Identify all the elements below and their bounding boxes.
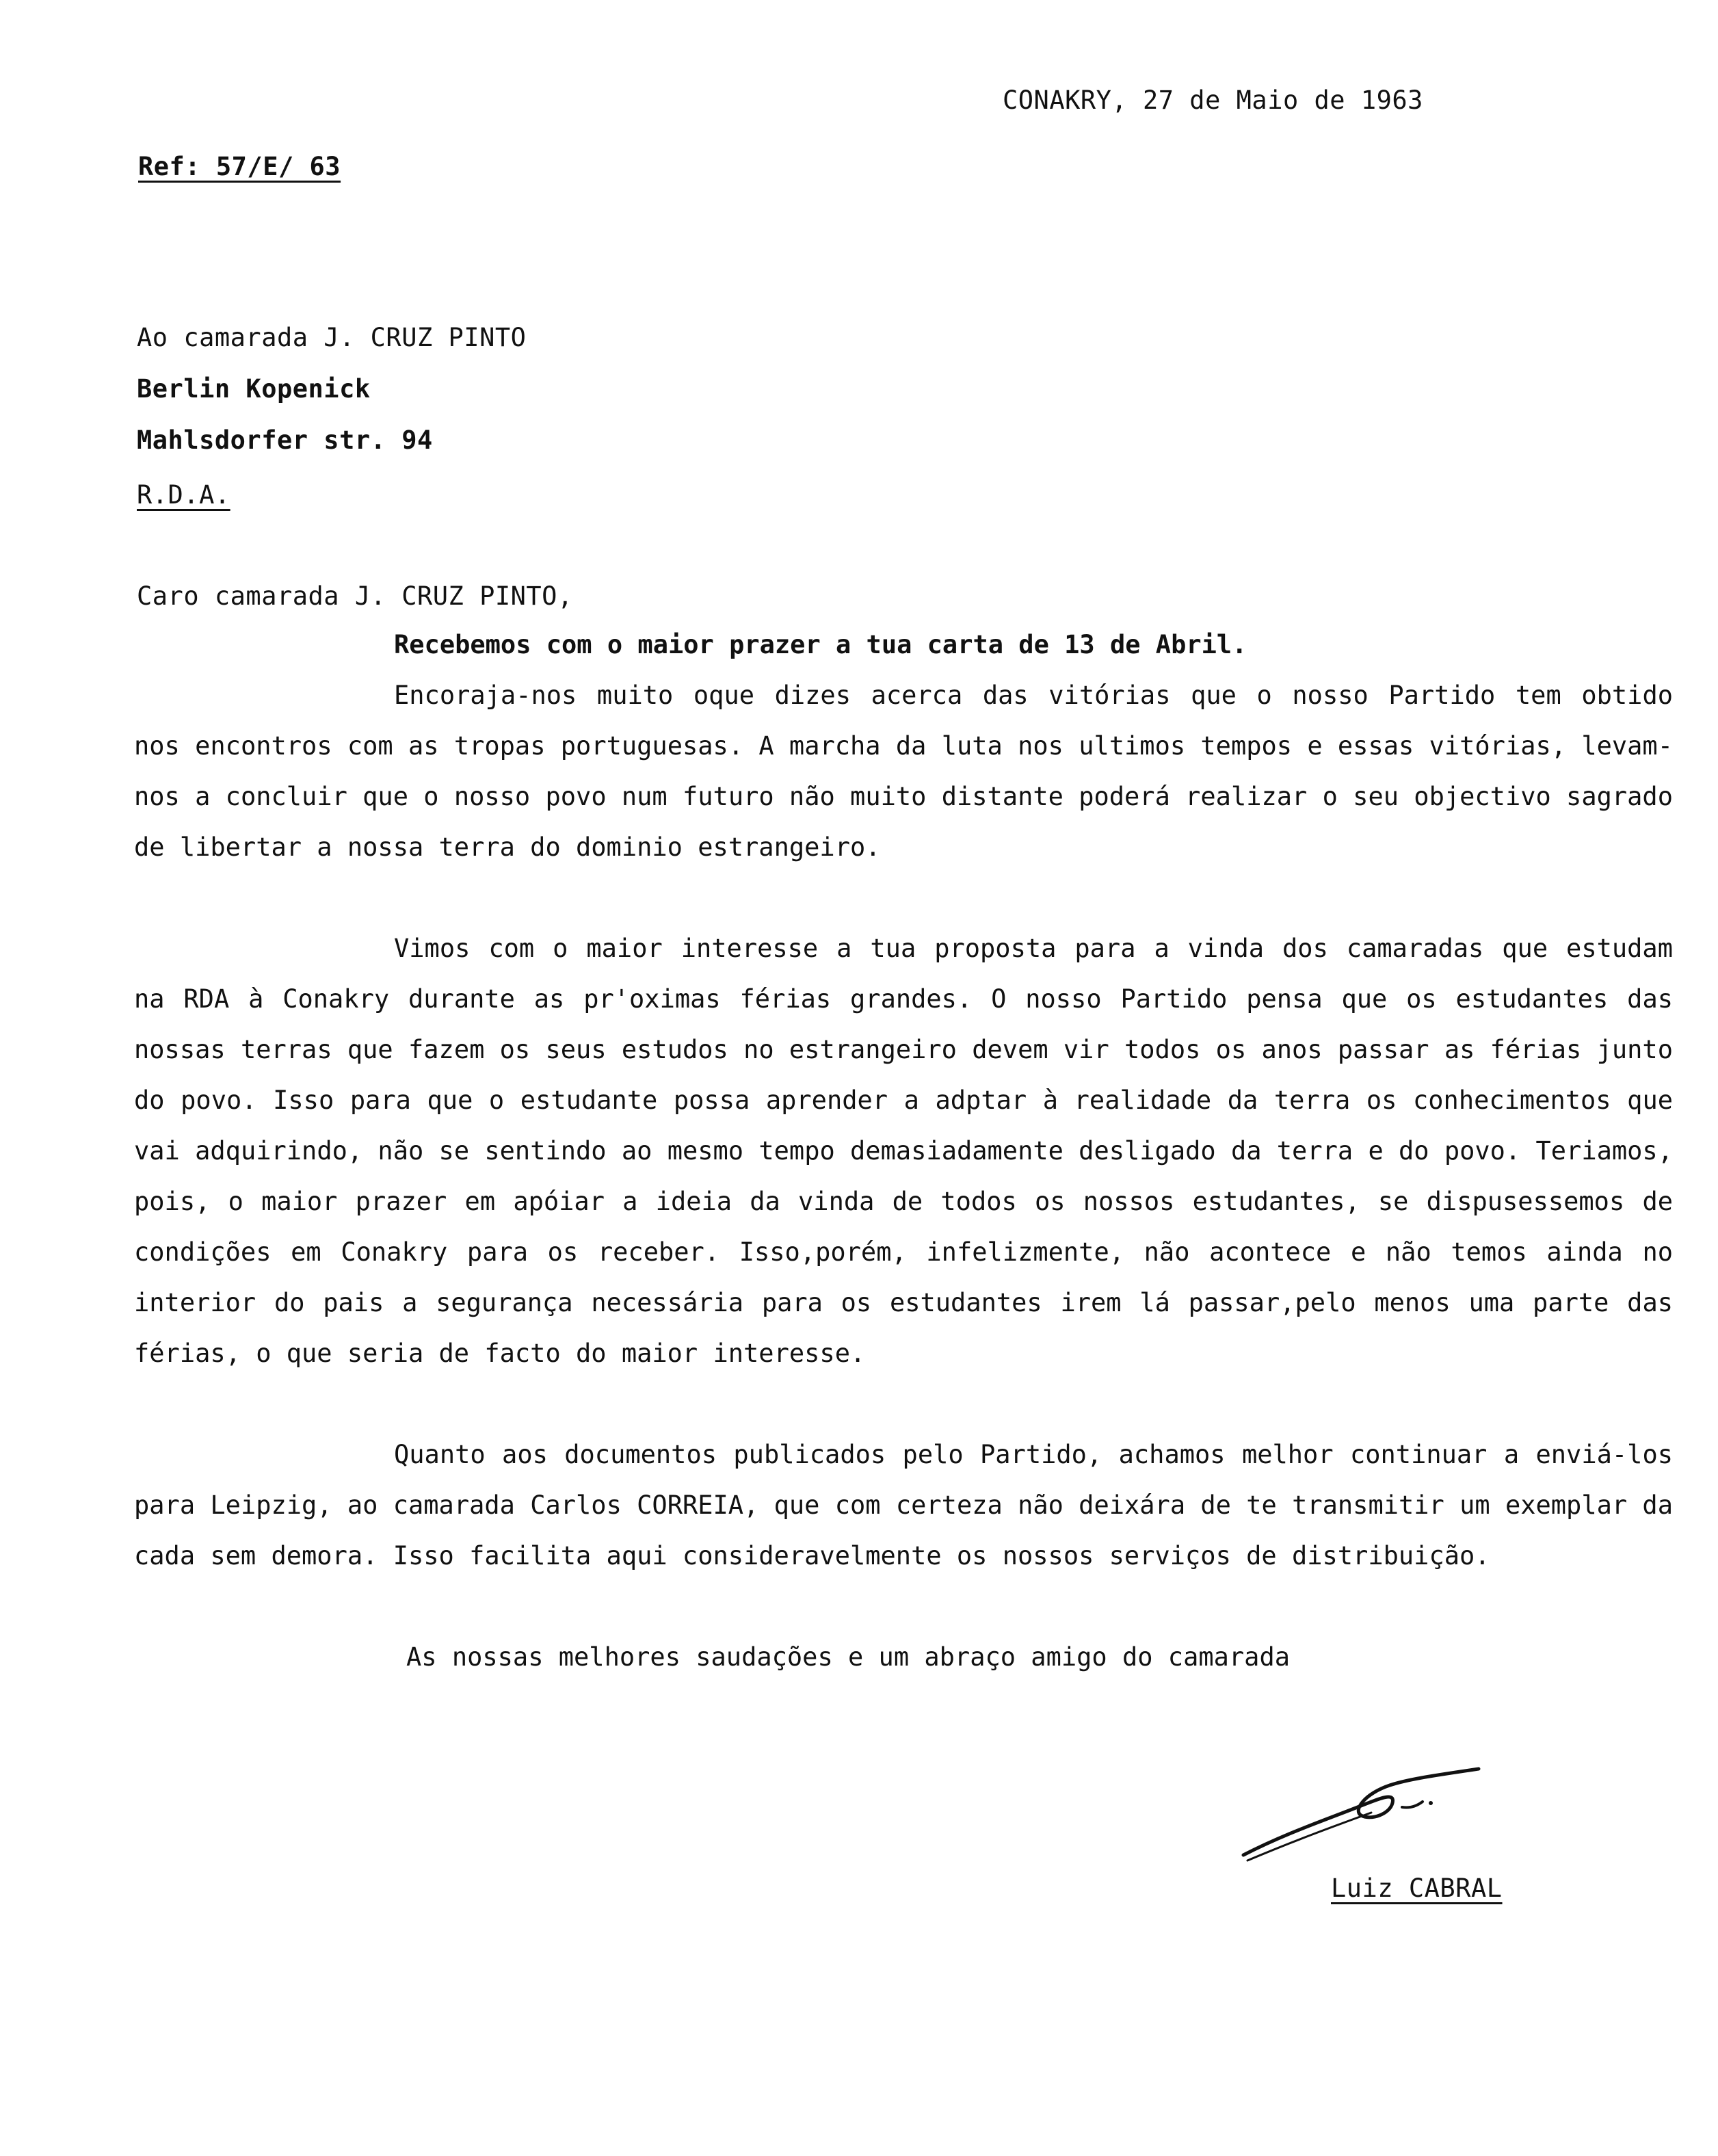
paragraph: Encoraja-nos muito oque dizes acerca das vitórias que o nosso Partido tem obtido nos encontros com as tropas portuguesas. A marcha da luta nos ultimos tempos e essas vitórias, levam-nos a concluir que o nosso povo num futuro não muito distante poderá realizar o seu objectivo sagrado de libertar a nossa terra do dominio estrangeiro. [134,681,1673,862]
paragraph: Recebemos com o maior prazer a tua carta de 13 de Abril. [394,630,1247,659]
paragraph: As nossas melhores saudações e um abraço amigo do camarada [406,1642,1291,1672]
signatory-name: Luiz CABRAL [1331,1874,1503,1903]
date-line: CONAKRY, 27 de Maio de 1963 [1003,86,1423,115]
address-line: R.D.A. [137,480,230,510]
address-line: Mahlsdorfer str. 94 [137,425,433,455]
paragraph: Quanto aos documentos publicados pelo Partido, achamos melhor continuar a enviá-los para Leipzig, ao camarada Carlos CORREIA, que com certeza não deixára de te transmitir um exemplar da cada sem demora. Isso facilita aqui consideravelmente os nossos serviços de distribuição. [134,1440,1673,1570]
paragraph: Vimos com o maior interesse a tua proposta para a vinda dos camaradas que estudam na RDA à Conakry durante as pr'oximas férias grandes. O nosso Partido pensa que os estudantes das nossas terras que fazem os seus estudos no estrangeiro devem vir todos os anos passar as férias junto do povo. Isso para que o estudante possa aprender a adptar à realidade da terra os conhecimentos que vai adquirindo, não se sentindo ao mesmo tempo demasiadamente desligado da terra e do povo. Teriamos, pois, o maior prazer em apóiar a ideia da vinda de todos os nossos estudantes, se dispusessemos de condições em Conakry para os receber. Isso,porém, infelizmente, não acontece e não temos ainda no interior do pais a segurança necessária para os estudantes irem lá passar,pelo menos uma parte das férias, o que seria de facto do maior interesse. [134,934,1673,1368]
address-line: Berlin Kopenick [137,374,371,404]
reference-number: Ref: 57/E/ 63 [138,152,341,181]
salutation: Caro camarada J. CRUZ PINTO, [137,581,573,611]
letter-body [134,620,1673,1683]
address-line: Ao camarada J. CRUZ PINTO [137,323,527,352]
handwritten-signature [1231,1758,1505,1874]
